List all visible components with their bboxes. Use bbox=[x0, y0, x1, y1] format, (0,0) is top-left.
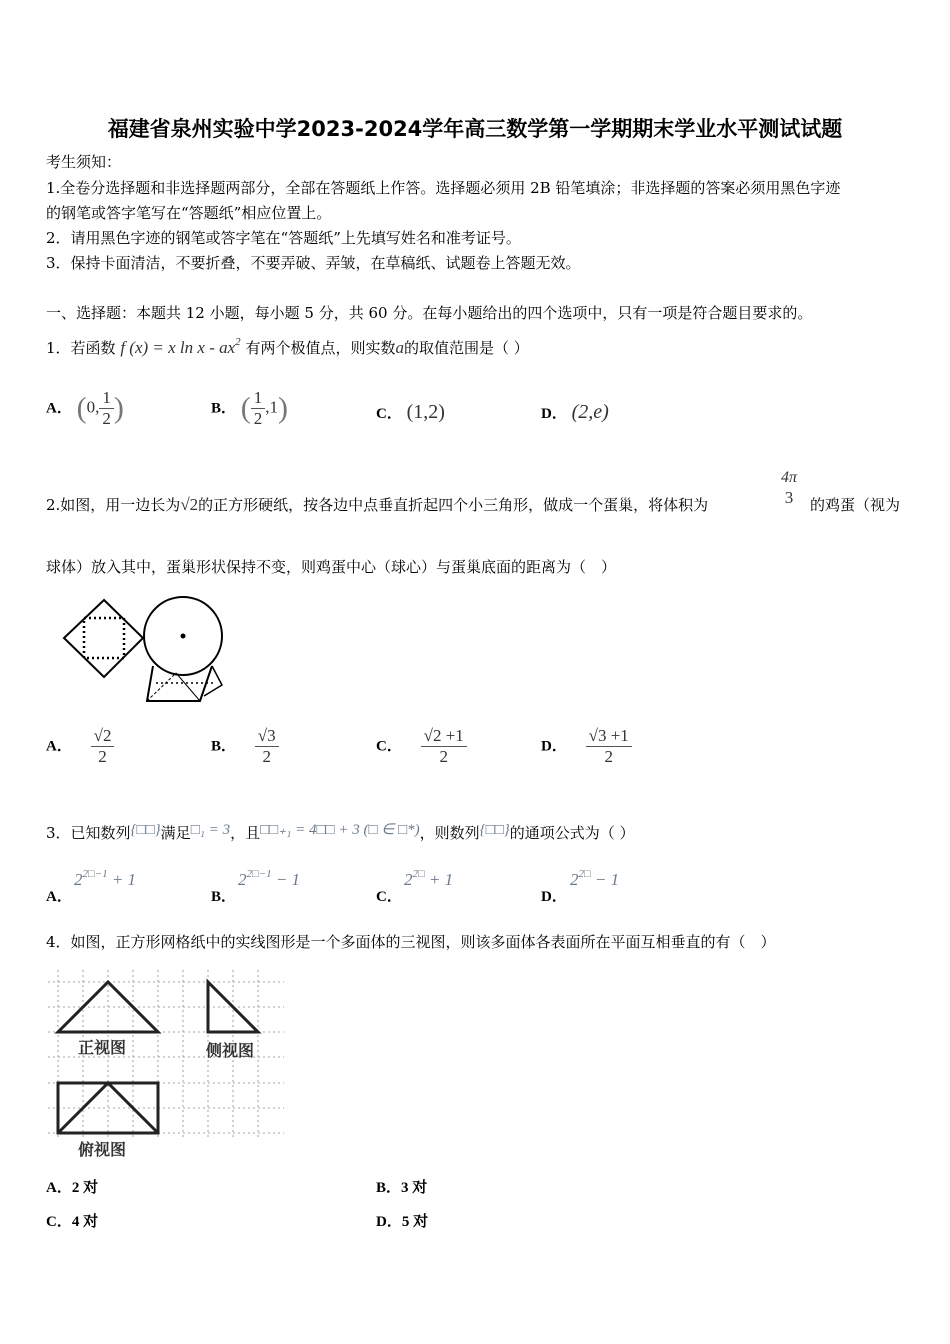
side-view-label: 侧视图 bbox=[206, 1041, 255, 1060]
q3-option-c-label[interactable]: C． bbox=[376, 889, 402, 905]
q1-text: 的取值范围是（ ） bbox=[403, 339, 529, 357]
notice-line: 1.全卷分选择题和非选择题两部分，全部在答题纸上作答。选择题必须用 2B 铅笔填涂；非选择题的答案必须用黑色字迹 bbox=[46, 179, 841, 197]
notice-line: 的钢笔或答字笔写在“答题纸”相应位置上。 bbox=[46, 204, 332, 222]
question-2-line1-end: 的鸡蛋（视为 bbox=[810, 496, 901, 514]
q3-option-a[interactable]: $2^{2□-1} + 1$ bbox=[74, 868, 137, 889]
egg-center bbox=[181, 634, 186, 639]
q1-var: a bbox=[395, 338, 404, 357]
q4-option-a[interactable]: A．2 对 bbox=[46, 1180, 99, 1196]
q4-option-c[interactable]: C．4 对 bbox=[46, 1214, 99, 1230]
question-4: 4．如图，正方形网格纸中的实线图形是一个多面体的三视图，则该多面体各表面所在平面互相垂直的有（ ） bbox=[46, 933, 776, 951]
q4-option-d[interactable]: D．5 对 bbox=[376, 1214, 429, 1230]
top-view-label: 俯视图 bbox=[78, 1140, 127, 1159]
q1-formula: f (x) = x ln x - $ax^2$ bbox=[120, 336, 241, 357]
q3-option-b-label[interactable]: B． bbox=[211, 889, 237, 905]
q3-option-c[interactable]: $2^{2□} + 1$ bbox=[404, 868, 454, 889]
notice-line: 3．保持卡面清洁，不要折叠，不要弄破、弄皱，在草稿纸、试题卷上答题无效。 bbox=[46, 254, 581, 272]
notice-heading: 考生须知： bbox=[46, 153, 122, 171]
q1-option-b[interactable]: B． ( $\frac{1}{2}$ ,1) bbox=[211, 388, 289, 428]
question-2-line1: 2.如图，用一边长为√2的正方形硬纸，按各边中点垂直折起四个小三角形，做成一个蛋巢，将体积为 bbox=[46, 495, 709, 514]
q2-option-b[interactable]: B． $\frac{√3}{2}$ bbox=[211, 726, 279, 767]
q1-text: 1．若函数 bbox=[46, 339, 116, 357]
q2-option-d[interactable]: D． $\frac{√3 +1}{2}$ bbox=[541, 726, 632, 767]
q3-option-a-label[interactable]: A． bbox=[46, 889, 72, 905]
q2-option-a[interactable]: A． $\frac{√2}{2}$ bbox=[46, 726, 114, 767]
question-2-line2: 球体）放入其中，蛋巢形状保持不变，则鸡蛋中心（球心）与蛋巢底面的距离为（ ） bbox=[46, 558, 617, 576]
q2-option-c[interactable]: C． $\frac{√2 +1}{2}$ bbox=[376, 726, 467, 767]
q1-option-a[interactable]: A． (0, $\frac{1}{2}$ ) bbox=[46, 388, 124, 428]
q4-option-b[interactable]: B．3 对 bbox=[376, 1180, 428, 1196]
page-title: 福建省泉州实验中学2023-2024学年高三数学第一学期期末学业水平测试试题 bbox=[107, 117, 843, 141]
question-3: 3．已知数列{□□}满足□₁ = 3，且□□₊₁ = 4□□ + 3 (□ ∈ □*)，则数列{□□}的通项公式为（ ） bbox=[46, 822, 635, 842]
egg-nest-figure bbox=[46, 588, 226, 708]
q2-volume: 4π 3 bbox=[781, 469, 798, 507]
front-view-label: 正视图 bbox=[78, 1038, 127, 1057]
q3-option-b[interactable]: $2^{2□-1} - 1$ bbox=[238, 868, 301, 889]
q1-text: 有两个极值点，则实数 bbox=[245, 339, 396, 357]
q3-option-d[interactable]: $2^{2□} - 1$ bbox=[570, 868, 620, 889]
q1-option-d[interactable]: D． (2,e) bbox=[541, 401, 609, 423]
three-view-figure bbox=[44, 965, 292, 1160]
q1-option-c[interactable]: C． (1,2) bbox=[376, 401, 445, 423]
square-outline bbox=[64, 600, 143, 677]
notice-line: 2．请用黑色字迹的钢笔或答字笔在“答题纸”上先填写姓名和准考证号。 bbox=[46, 229, 521, 247]
q3-option-d-label[interactable]: D． bbox=[541, 889, 567, 905]
section-heading: 一、选择题：本题共 12 小题，每小题 5 分，共 60 分。在每小题给出的四个选项中，只有一项是符合题目要求的。 bbox=[46, 304, 813, 322]
question-1 bbox=[46, 336, 529, 358]
fold-lines bbox=[84, 618, 124, 658]
